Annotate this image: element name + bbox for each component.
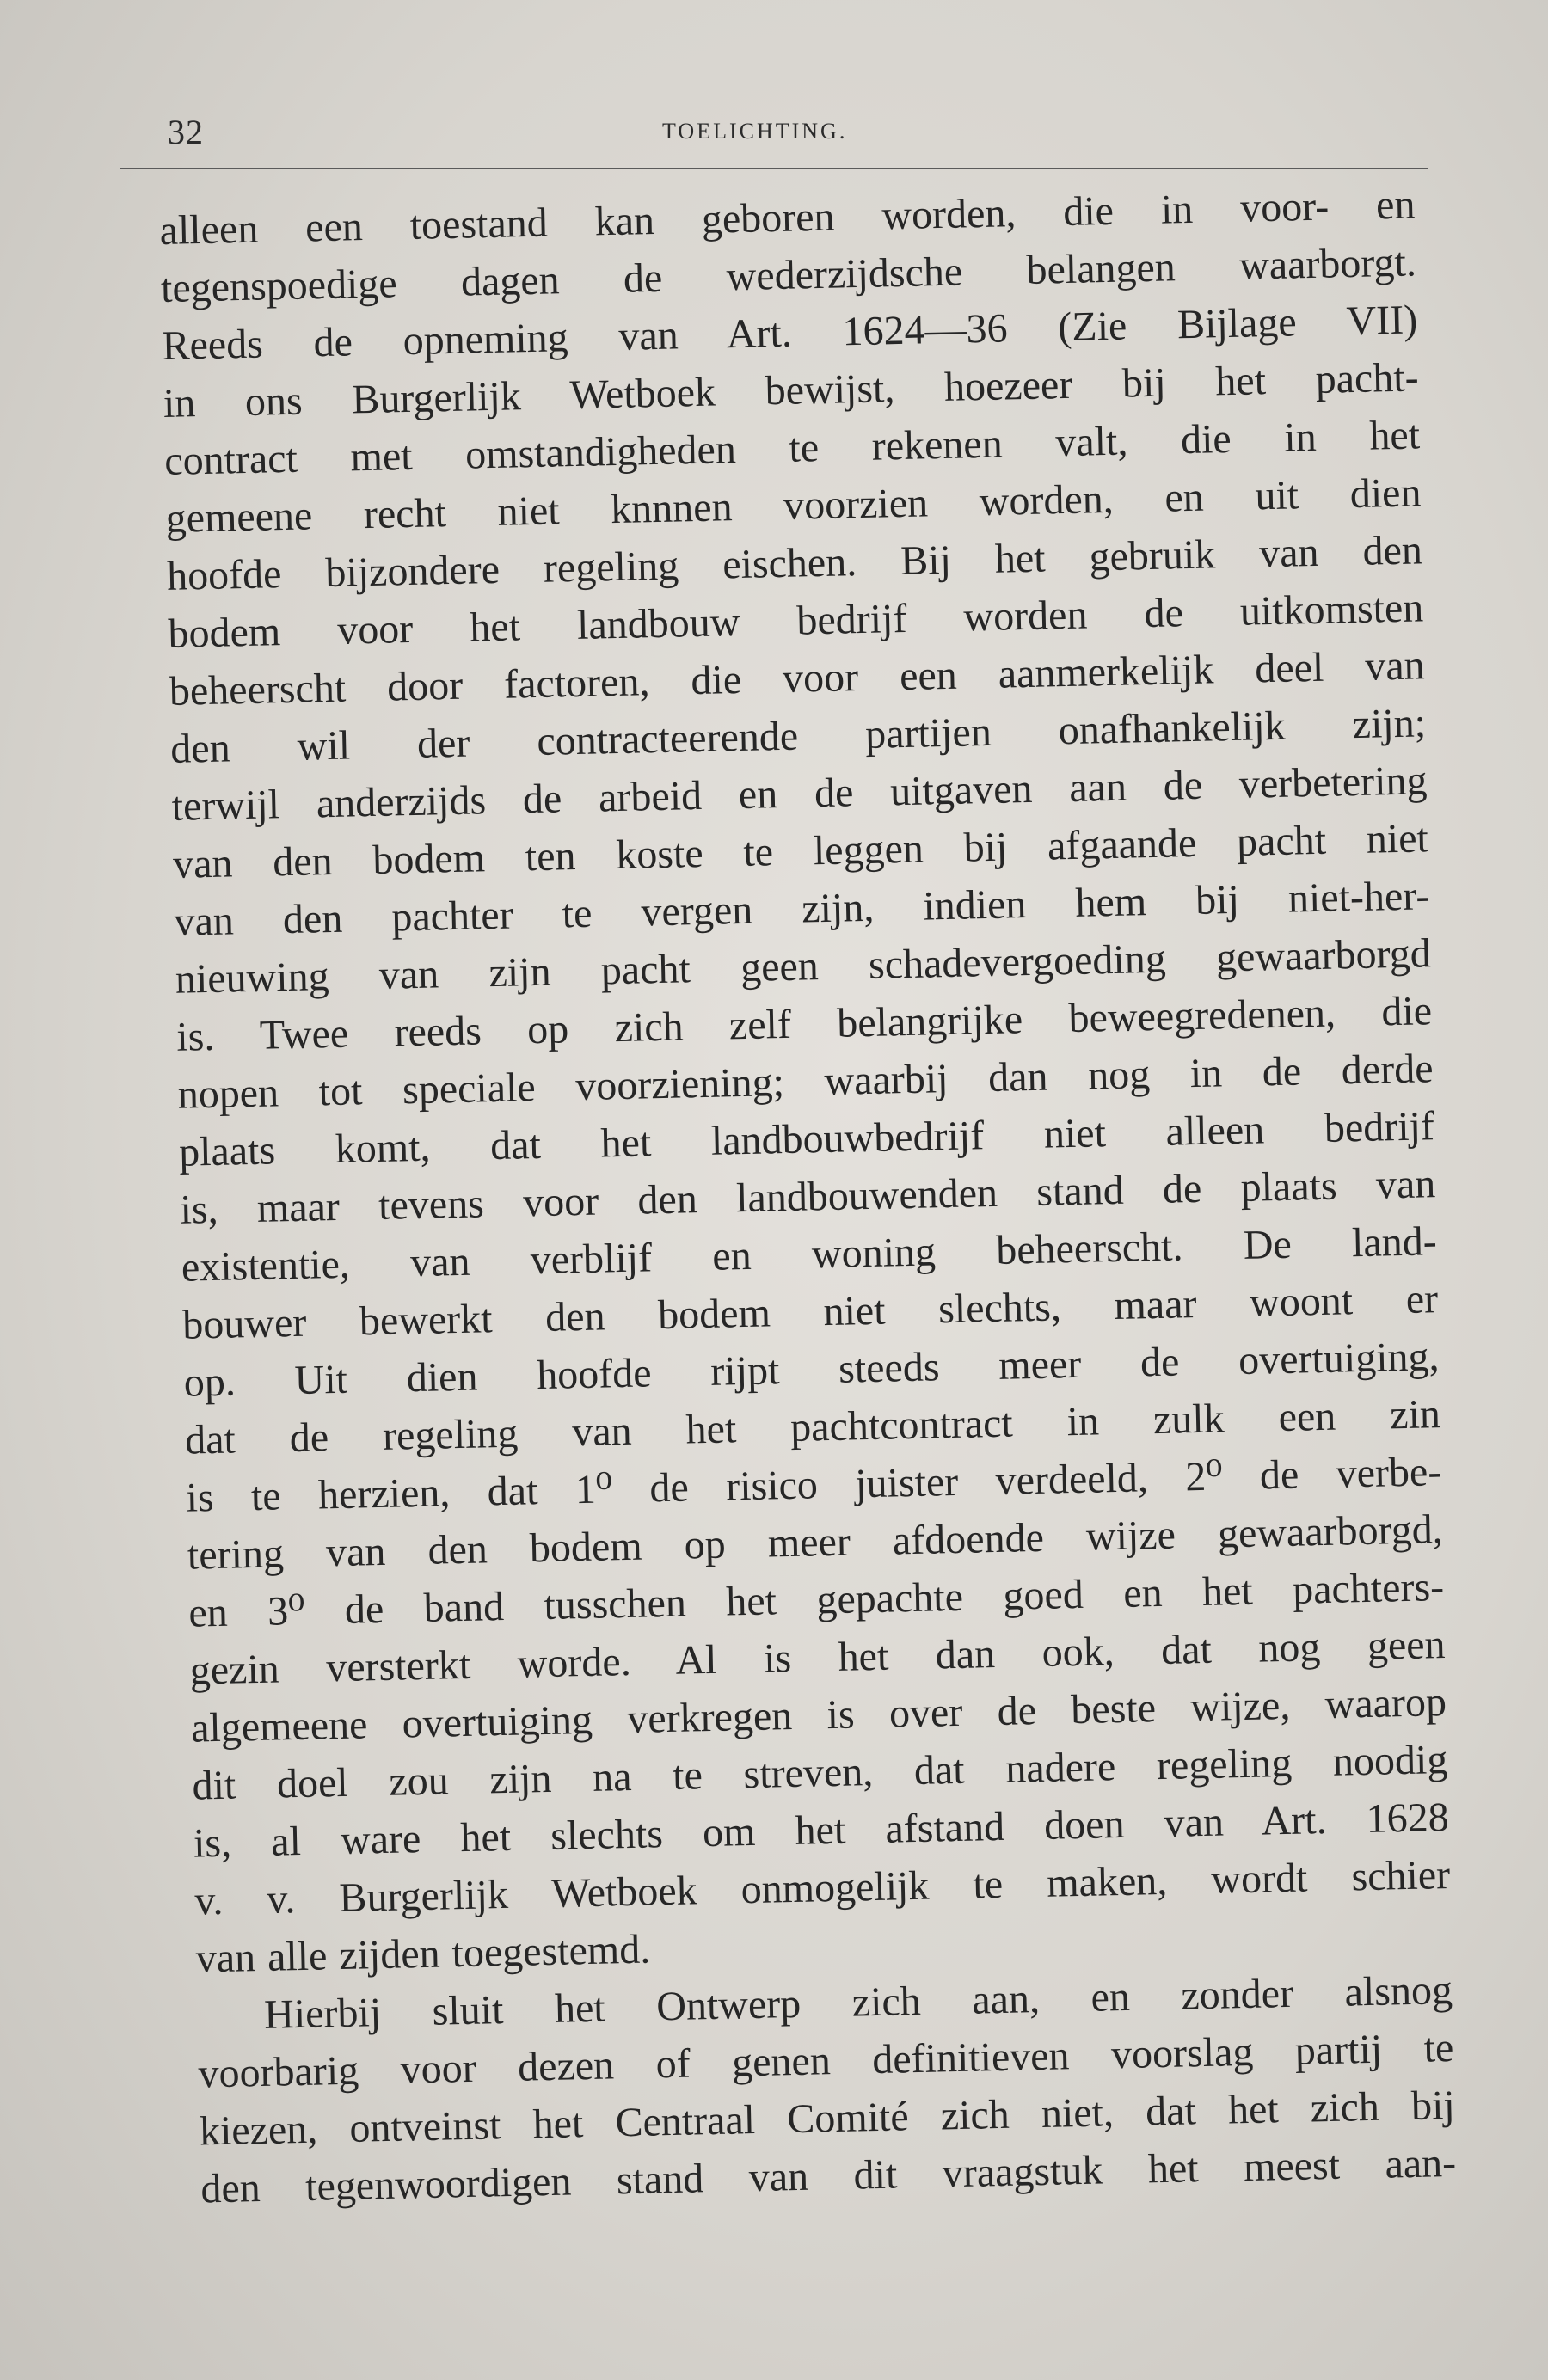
page-number: 32 (168, 113, 204, 151)
text-line: van den pachter te vergen zijn, indien hem bij niet-her- (173, 873, 1430, 945)
text-line: bouwer bewerkt den bodem niet slechts, maar woont er (181, 1276, 1439, 1348)
text-line: en 3⁰ de band tusschen het gepachte goed en het pachters- (187, 1564, 1445, 1636)
text-line: existentie, van verblijf en woning beheerscht. De land- (181, 1218, 1438, 1291)
text-line: plaats komt, dat het landbouwbedrijf niet alleen bedrijf (178, 1103, 1435, 1175)
paragraph-start-line: Hierbij sluit het Ontwerp zich aan, en zonder alsnog (263, 1966, 1453, 2038)
body-text (159, 175, 1457, 2217)
text-line: voorbarig voor dezen of genen definitieven voorslag partij te (198, 2024, 1454, 2097)
text-line: terwijl anderzijds de arbeid en de uitgaven aan de verbetering (171, 758, 1428, 830)
text-line: hoofde bijzondere regeling eischen. Bij het gebruik van den (166, 527, 1423, 599)
text-line: alleen een toestand kan geboren worden, die in voor- en (159, 181, 1416, 254)
text-line: gezin versterkt worde. Al is het dan ook, dat nog geen (189, 1622, 1447, 1694)
text-line: dit doel zou zijn na te streven, dat nadere regeling noodig (192, 1737, 1448, 1809)
text-line: tering van den bodem op meer afdoende wijze gewaarborgd, (187, 1506, 1444, 1579)
page-header (120, 112, 1428, 163)
text-line: is te herzien, dat 1⁰ de risico juister verdeeld, 2⁰ de verbe- (186, 1449, 1442, 1521)
text-line: beheerscht door factoren, die voor een aanmerkelijk deel van (169, 642, 1426, 715)
text-line: bodem voor het landbouw bedrijf worden de uitkomsten (167, 585, 1424, 657)
text-line: van den bodem ten koste te leggen bij afgaande pacht niet (172, 815, 1429, 887)
text-line: tegenspoedige dagen de wederzijdsche belangen waarborgt. (160, 239, 1417, 311)
text-line: is, al ware het slechts om het afstand doen van Art. 1628 (193, 1794, 1450, 1867)
paragraph-end-line: van alle zijden toegestemd. (195, 1926, 651, 1982)
running-head: TOELICHTING. (662, 119, 848, 144)
text-line: op. Uit dien hoofde rijpt steeds meer de overtuiging, (183, 1334, 1440, 1406)
header-rule (120, 168, 1428, 169)
text-line: dat de regeling van het pachtcontract in zulk een zin (184, 1391, 1441, 1463)
text-line: v. v. Burgerlijk Wetboek onmogelijk te maken, wordt schier (194, 1851, 1451, 1924)
text-line: contract met omstandigheden te rekenen valt, die in het (163, 412, 1421, 484)
text-line: nieuwing van zijn pacht geen schadevergoeding gewaarborgd (175, 930, 1432, 1003)
text-line: is, maar tevens voor den landbouwenden stand de plaats van (180, 1161, 1436, 1233)
text-line: kiezen, ontveinst het Centraal Comité zich niet, dat het zich bij (199, 2082, 1456, 2155)
text-line: Reeds de opneming van Art. 1624—36 (Zie Bijlage VII) (161, 297, 1418, 369)
text-line: gemeene recht niet knnnen voorzien worden, en uit dien (165, 469, 1422, 542)
text-line: algemeene overtuiging verkregen is over de beste wijze, waarop (190, 1679, 1447, 1751)
text-line: nopen tot speciale voorziening; waarbij dan nog in de derde (177, 1046, 1434, 1118)
text-line: den tegenwoordigen stand van dit vraagstuk het meest aan- (200, 2139, 1457, 2212)
text-line: den wil der contracteerende partijen onafhankelijk zijn; (169, 700, 1427, 772)
text-line: is. Twee reeds op zich zelf belangrijke beweegredenen, die (175, 988, 1433, 1060)
text-line: in ons Burgerlijk Wetboek bewijst, hoezeer bij het pacht- (163, 354, 1420, 426)
